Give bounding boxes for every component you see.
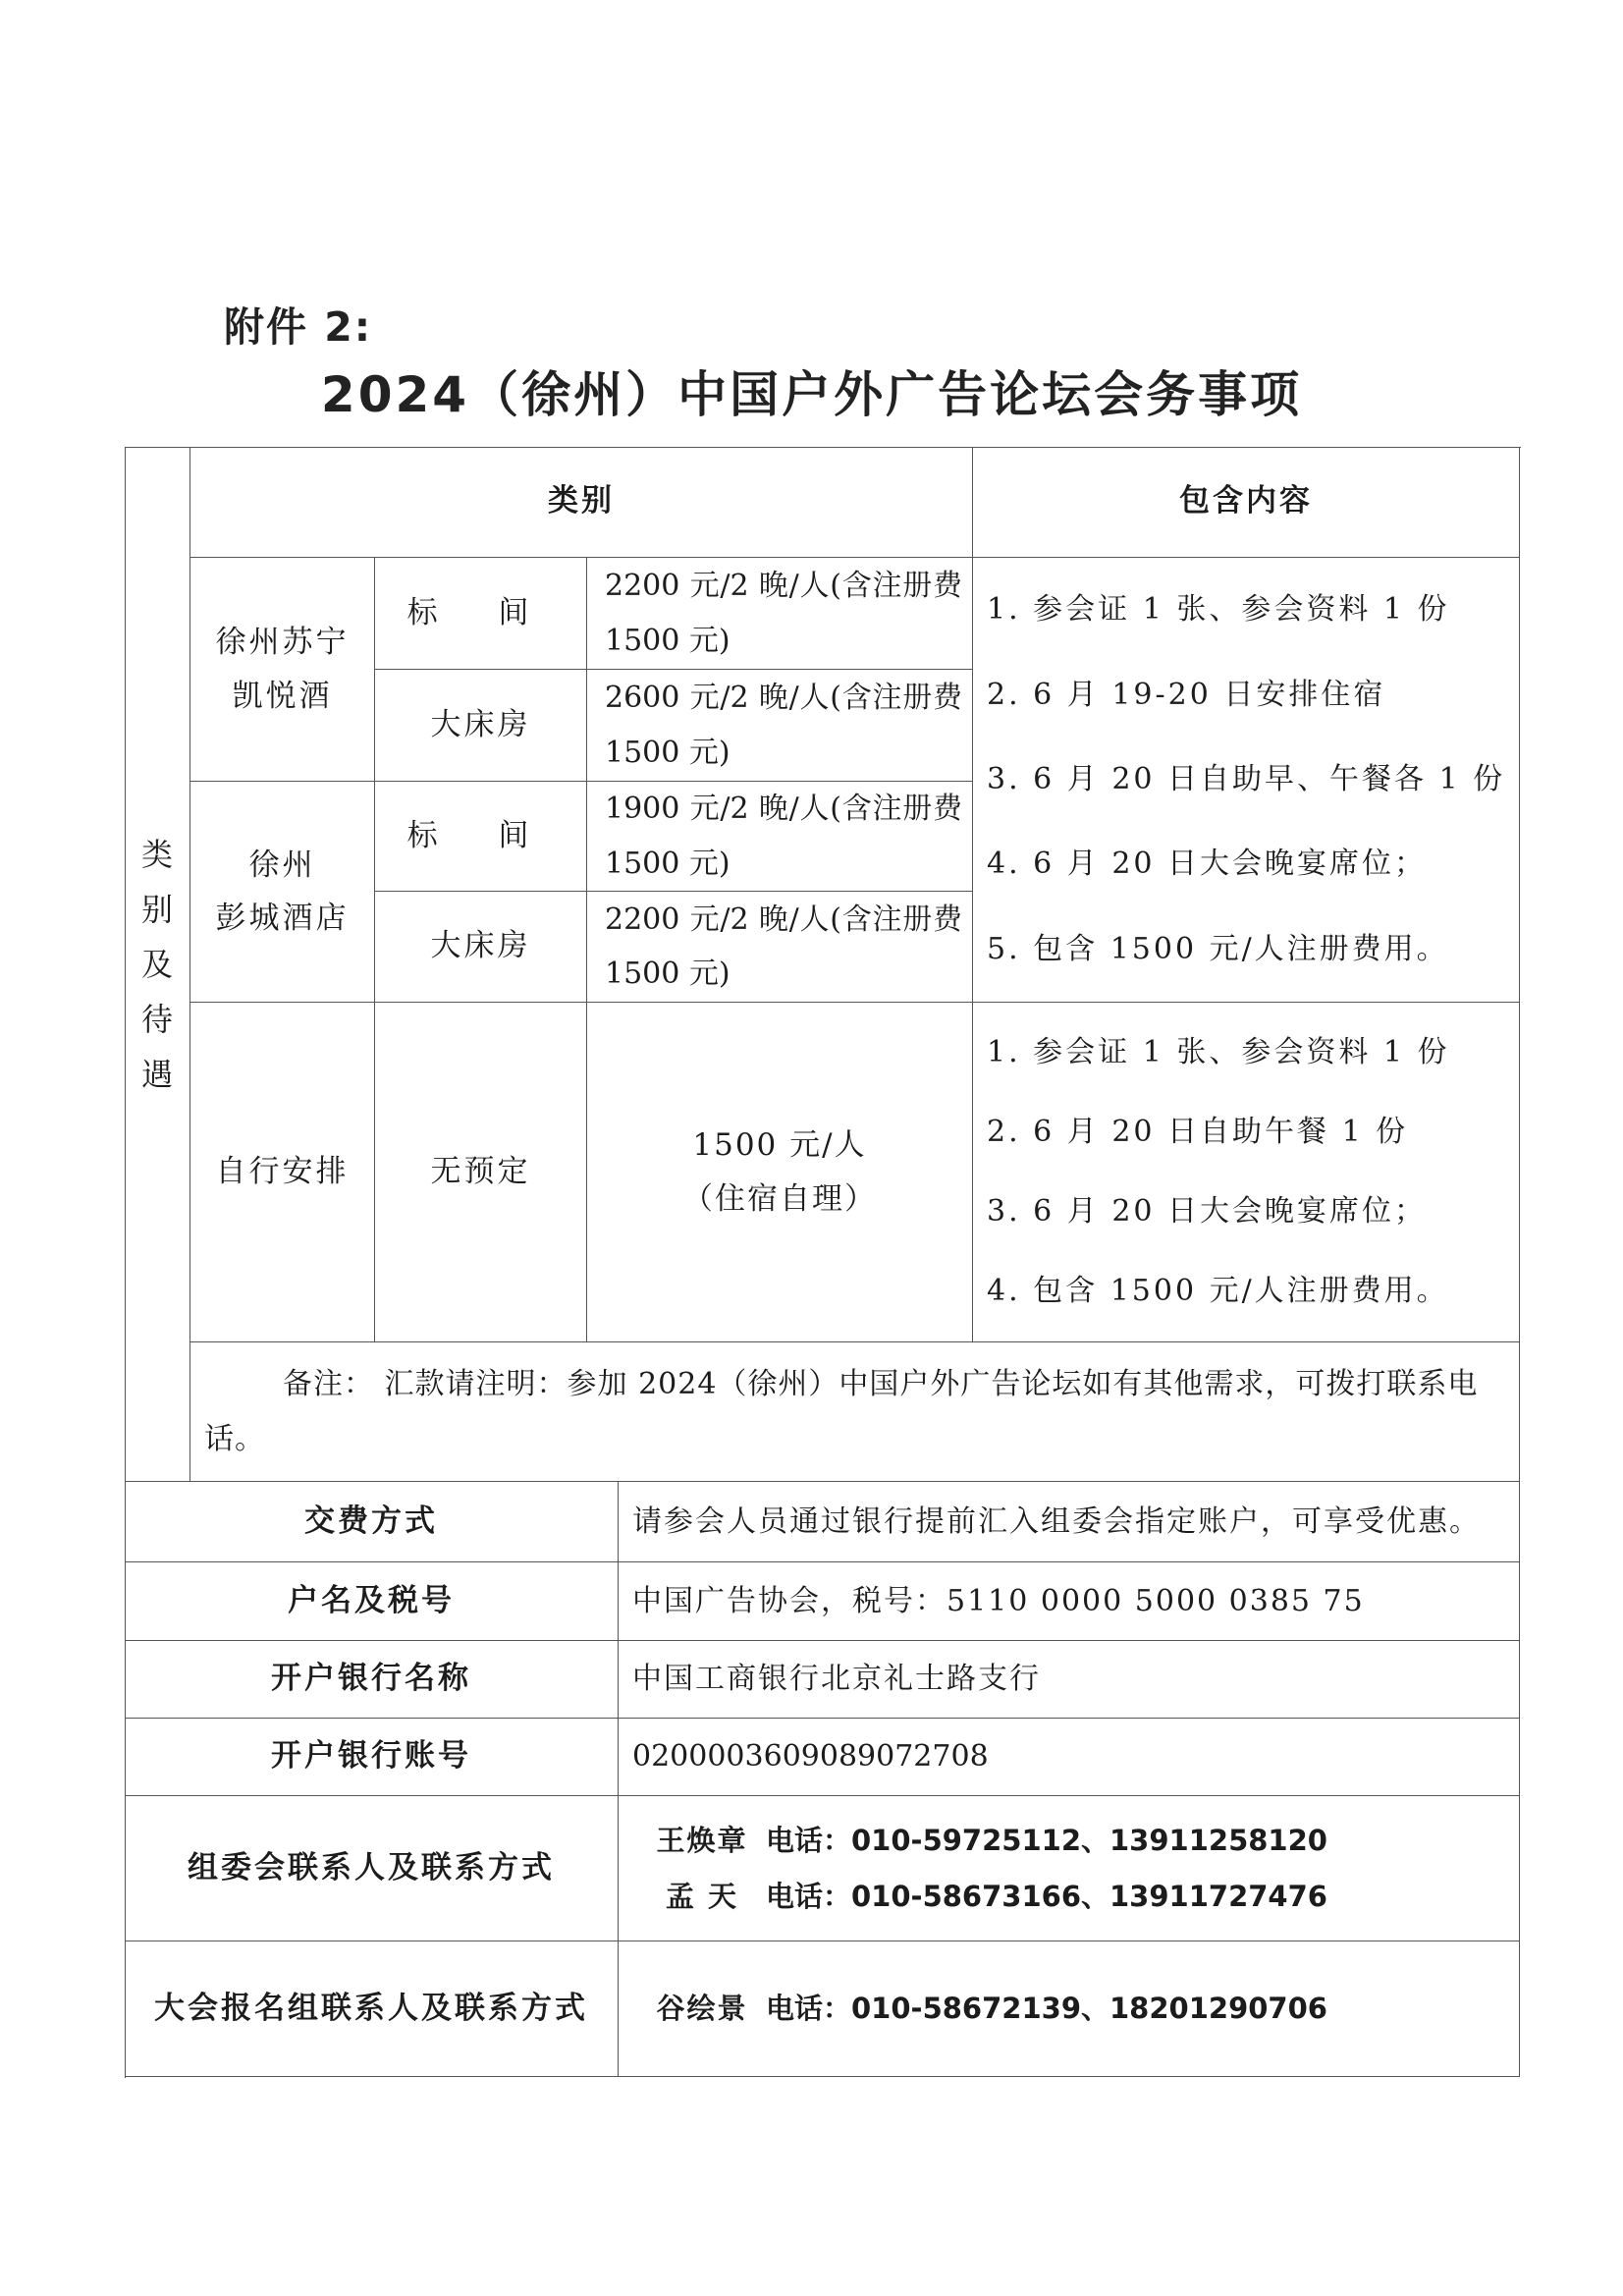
room-type-standard: 标 间 bbox=[375, 782, 587, 892]
contact-name: 谷绘景 bbox=[656, 1992, 748, 2026]
page-title: 2024（徐州）中国户外广告论坛会务事项 bbox=[320, 366, 1303, 423]
contact-name: 王焕章 bbox=[656, 1823, 748, 1857]
list-item: 5. 包含 1500 元/人注册费用。 bbox=[987, 931, 1449, 966]
payment-method-value: 请参会人员通过银行提前汇入组委会指定账户，可享受优惠。 bbox=[619, 1482, 1520, 1562]
list-item: 2. 6 月 19-20 日安排住宿 bbox=[987, 677, 1386, 712]
registration-contact-label: 大会报名组联系人及联系方式 bbox=[125, 1941, 619, 2077]
header-content: 包含内容 bbox=[973, 447, 1520, 558]
organizer-contacts bbox=[619, 1796, 1520, 1941]
room-price: 2200 元/2 晚/人(含注册费 1500 元) bbox=[587, 892, 973, 1003]
contact-phone: 电话：010-59725112、13911258120 bbox=[766, 1823, 1327, 1857]
hotel-name-suning-hyatt: 徐州苏宁 凯悦酒 bbox=[190, 558, 375, 782]
organizer-contact-label: 组委会联系人及联系方式 bbox=[125, 1796, 619, 1941]
room-price: 1900 元/2 晚/人(含注册费 1500 元) bbox=[587, 782, 973, 892]
room-type-standard: 标 间 bbox=[375, 558, 587, 670]
contact-row bbox=[638, 1981, 1327, 2037]
bank-name-value: 中国工商银行北京礼士路支行 bbox=[619, 1641, 1520, 1719]
bank-account-label: 开户银行账号 bbox=[125, 1719, 619, 1796]
contact-phone: 电话：010-58673166、13911727476 bbox=[766, 1879, 1327, 1913]
account-name-label: 户名及税号 bbox=[125, 1562, 619, 1641]
list-item: 3. 6 月 20 日大会晚宴席位； bbox=[987, 1194, 1428, 1230]
list-item: 4. 6 月 20 日大会晚宴席位； bbox=[987, 847, 1428, 882]
side-label-category-benefits: 类 别 及 待 遇 bbox=[125, 447, 190, 1482]
self-arrange-price: 1500 元/人 （住宿自理） bbox=[587, 1003, 973, 1342]
room-price: 2600 元/2 晚/人(含注册费 1500 元) bbox=[587, 670, 973, 782]
list-item: 1. 参会证 1 张、参会资料 1 份 bbox=[987, 592, 1450, 628]
bank-name-label: 开户银行名称 bbox=[125, 1641, 619, 1719]
hotel-name-pengcheng: 徐州 彭城酒店 bbox=[190, 782, 375, 1003]
attachment-label: 附件 2: bbox=[224, 303, 373, 351]
room-type-king: 大床房 bbox=[375, 892, 587, 1003]
contact-row bbox=[638, 1869, 1327, 1925]
account-name-value: 中国广告协会，税号：5110 0000 5000 0385 75 bbox=[619, 1562, 1520, 1641]
list-item: 1. 参会证 1 张、参会资料 1 份 bbox=[987, 1034, 1450, 1069]
room-price: 2200 元/2 晚/人(含注册费 1500 元) bbox=[587, 558, 973, 670]
registration-contacts bbox=[619, 1941, 1520, 2077]
self-benefits-list bbox=[973, 1003, 1520, 1342]
remark-note: 备注： 汇款请注明：参加 2024（徐州）中国户外广告论坛如有其他需求，可拨打联系电话。 bbox=[190, 1342, 1520, 1482]
contact-phone: 电话：010-58672139、18201290706 bbox=[766, 1992, 1327, 2026]
self-arrange-type: 无预定 bbox=[375, 1003, 587, 1342]
self-arrange-name: 自行安排 bbox=[190, 1003, 375, 1342]
list-item: 2. 6 月 20 日自助午餐 1 份 bbox=[987, 1114, 1409, 1149]
contact-name: 孟 天 bbox=[665, 1879, 739, 1913]
room-type-king: 大床房 bbox=[375, 670, 587, 782]
payment-method-label: 交费方式 bbox=[125, 1482, 619, 1562]
hotel-benefits-list bbox=[973, 558, 1520, 1003]
bank-account-value: 0200003609089072708 bbox=[619, 1719, 1520, 1796]
contact-row bbox=[638, 1813, 1327, 1869]
list-item: 3. 6 月 20 日自助早、午餐各 1 份 bbox=[987, 761, 1506, 796]
header-category: 类别 bbox=[190, 447, 973, 558]
list-item: 4. 包含 1500 元/人注册费用。 bbox=[987, 1274, 1449, 1309]
